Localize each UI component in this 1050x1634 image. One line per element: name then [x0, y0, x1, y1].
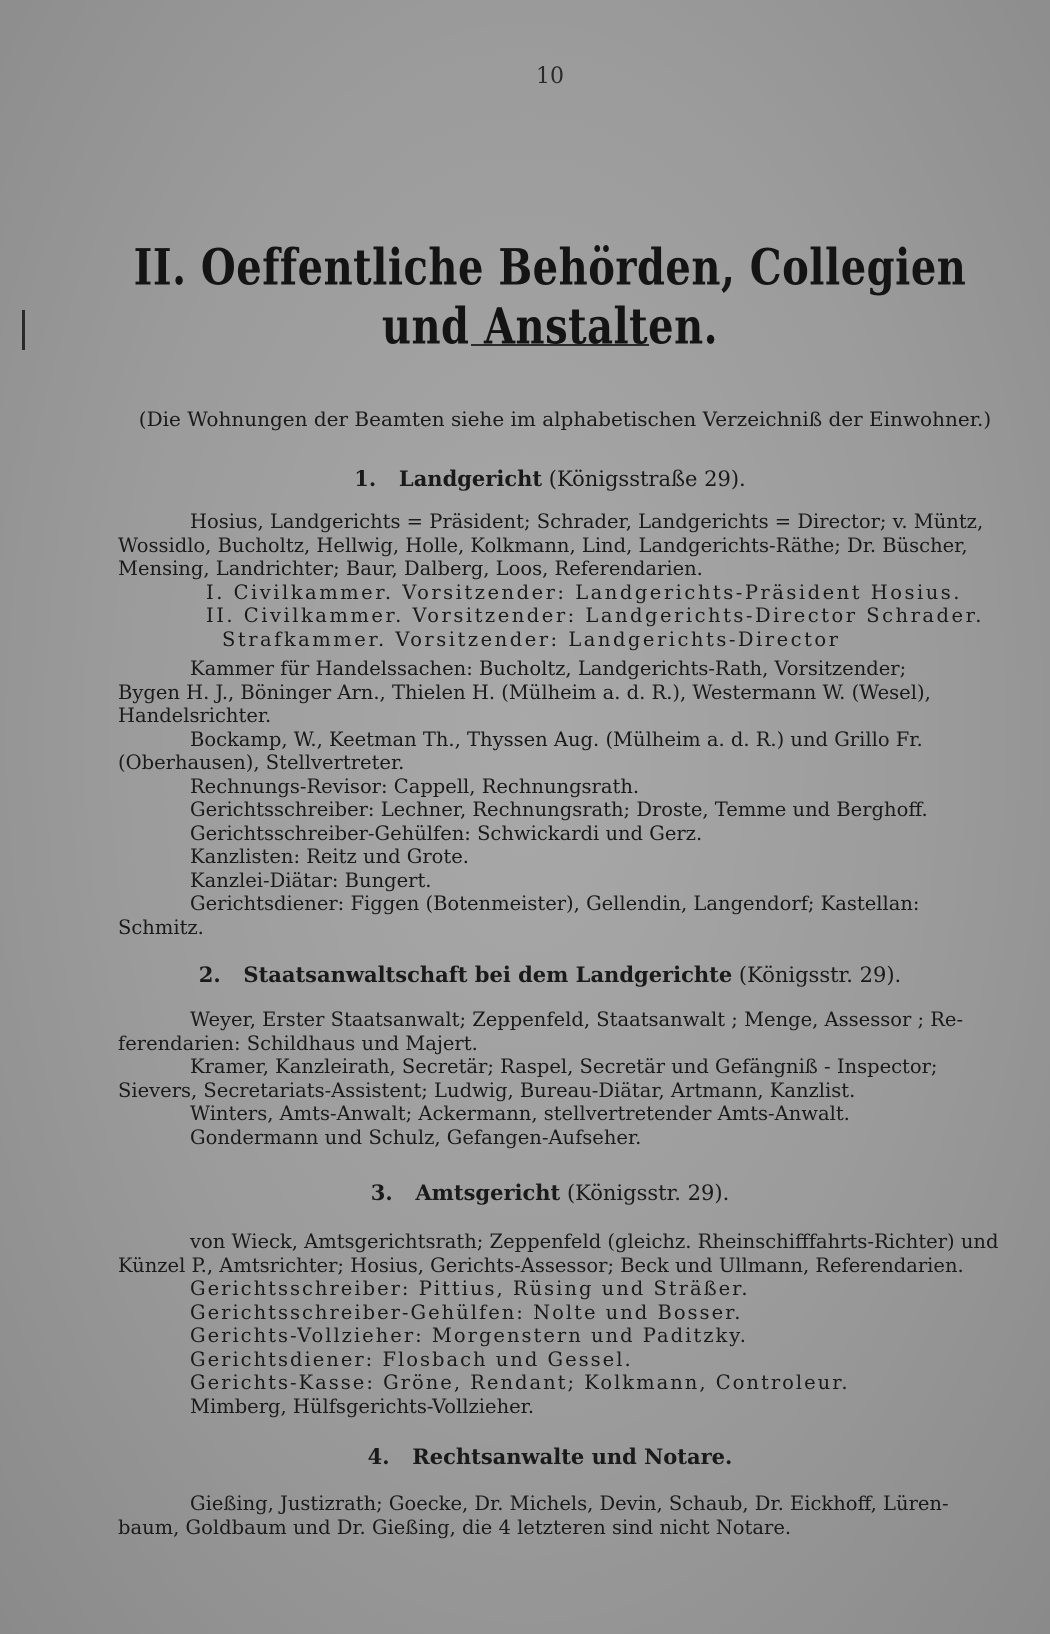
text-line: II. Civilkammer. Vorsitzender: Landgerichts-Director Schrader.	[206, 604, 984, 627]
text-line: Kanzlei-Diätar: Bungert.	[190, 868, 432, 892]
text-line: Gondermann und Schulz, Gefangen-Aufseher.	[190, 1125, 642, 1149]
text-line: Kramer, Kanzleirath, Secretär; Raspel, Secretär und Gefängniß - Inspector;	[190, 1055, 938, 1078]
text-line: Bygen H. J., Böninger Arn., Thielen H. (Mülheim a. d. R.), Westermann W. (Wesel),	[118, 680, 931, 704]
text-line: I. Civilkammer. Vorsitzender: Landgerichts-Präsident Hosius.	[206, 580, 962, 604]
section-number: 1.	[354, 466, 377, 491]
text-line: Gerichts-Kasse: Gröne, Rendant; Kolkmann, Controleur.	[190, 1371, 850, 1394]
section-heading-rechtsanwalte	[100, 1444, 1000, 1469]
section-number: 4.	[367, 1444, 390, 1469]
text-line: Gerichts-Vollzieher: Morgenstern und Paditzky.	[190, 1324, 748, 1347]
text-line: Gerichtsschreiber-Gehülfen: Schwickardi und Gerz.	[190, 821, 703, 845]
text-line: Gerichtsschreiber: Pittius, Rüsing und Sträßer.	[190, 1277, 750, 1300]
text-line: Strafkammer. Vorsitzender: Landgerichts-Director	[222, 627, 841, 651]
text-line: Mimberg, Hülfsgerichts-Vollzieher.	[190, 1394, 535, 1418]
section-heading-amtsgericht	[100, 1180, 1000, 1205]
text-line: Rechnungs-Revisor: Cappell, Rechnungsrath.	[190, 774, 640, 798]
text-line: Künzel P., Amtsrichter; Hosius, Gerichts-Assessor; Beck und Ullmann, Referendarien.	[118, 1253, 964, 1277]
section-body-staatsanwaltschaft	[118, 1008, 1008, 1149]
text-line: Winters, Amts-Anwalt; Ackermann, stellvertretender Amts-Anwalt.	[190, 1102, 850, 1125]
text-line: Gießing, Justizrath; Goecke, Dr. Michels, Devin, Schaub, Dr. Eickhoff, Lüren-	[190, 1492, 949, 1515]
note-line: (Die Wohnungen der Beamten siehe im alphabetischen Verzeichniß der Einwohner.)	[138, 407, 992, 431]
text-line: von Wieck, Amtsgerichtsrath; Zeppenfeld (gleichz. Rheinschifffahrts-Richter) und	[190, 1230, 999, 1253]
text-line: Wossidlo, Bucholtz, Hellwig, Holle, Kolkmann, Lind, Landgerichts-Räthe; Dr. Büscher,	[118, 533, 968, 557]
section-name: Landgericht	[398, 466, 543, 491]
section-heading-landgericht	[100, 466, 1000, 491]
title-divider	[471, 344, 649, 346]
text-line: Gerichtsschreiber-Gehülfen: Nolte und Bosser.	[190, 1300, 743, 1324]
text-line: Bockamp, W., Keetman Th., Thyssen Aug. (Mülheim a. d. R.) und Grillo Fr.	[190, 727, 923, 751]
text-line: Gerichtsdiener: Figgen (Botenmeister), Gellendin, Langendorf; Kastellan:	[190, 892, 920, 915]
section-number: 2.	[198, 962, 221, 987]
section-address: (Königsstr. 29).	[566, 1181, 730, 1205]
section-body-landgericht	[118, 510, 1008, 939]
text-line: Kammer für Handelssachen: Bucholtz, Landgerichts-Rath, Vorsitzender;	[190, 657, 907, 680]
text-line: Hosius, Landgerichts = Präsident; Schrader, Landgerichts = Director; v. Müntz,	[190, 510, 984, 533]
section-address: (Königsstraße 29).	[548, 467, 746, 491]
section-body-rechtsanwalte	[118, 1492, 1008, 1539]
page-number: 10	[536, 64, 564, 89]
section-name: Staatsanwaltschaft bei dem Landgerichte	[243, 962, 733, 987]
text-line: Gerichtsdiener: Flosbach und Gessel.	[190, 1347, 633, 1371]
text-line: Sievers, Secretariats-Assistent; Ludwig, Bureau-Diätar, Artmann, Kanzlist.	[118, 1078, 856, 1102]
text-line: (Oberhausen), Stellvertreter.	[118, 751, 405, 774]
text-line: baum, Goldbaum und Dr. Gießing, die 4 letzteren sind nicht Notare.	[118, 1515, 792, 1539]
section-name: Amtsgericht	[415, 1180, 561, 1205]
section-heading-staatsanwaltschaft	[100, 962, 1000, 987]
text-line: Kanzlisten: Reitz und Grote.	[190, 845, 469, 868]
section-name: Rechtsanwalte und Notare.	[412, 1444, 733, 1469]
section-body-amtsgericht	[118, 1230, 1008, 1418]
text-line: Schmitz.	[118, 915, 204, 939]
margin-mark	[22, 310, 25, 350]
text-line: ferendarien: Schildhaus und Majert.	[118, 1031, 478, 1055]
text-line: Gerichtsschreiber: Lechner, Rechnungsrath; Droste, Temme und Berghoff.	[190, 798, 928, 821]
text-line: Handelsrichter.	[118, 704, 272, 727]
section-number: 3.	[370, 1180, 393, 1205]
section-address: (Königsstr. 29).	[738, 963, 902, 987]
text-line: Mensing, Landrichter; Baur, Dalberg, Loos, Referendarien.	[118, 557, 703, 580]
chapter-title: II. Oeffentliche Behörden, Collegien und Anstalten.	[133, 238, 967, 356]
text-line: Weyer, Erster Staatsanwalt; Zeppenfeld, Staatsanwalt ; Menge, Assessor ; Re-	[190, 1008, 964, 1031]
